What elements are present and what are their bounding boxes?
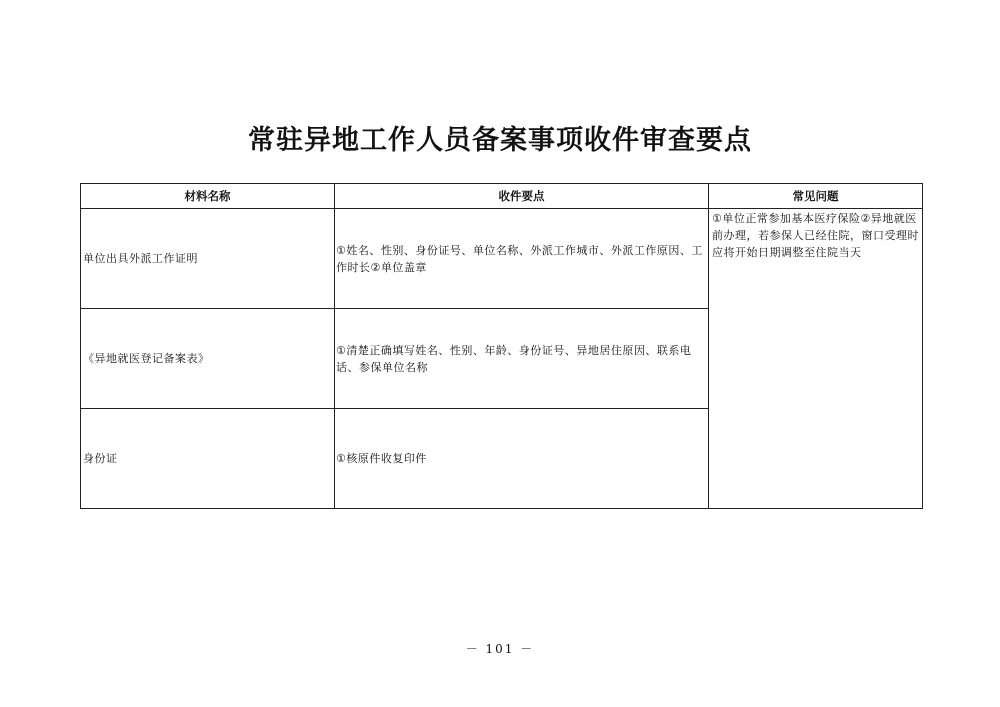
header-issues: 常见问题 <box>709 184 923 209</box>
page-number: － 101 － <box>465 642 535 656</box>
header-material: 材料名称 <box>81 184 335 209</box>
collection-points: ①核原件收复印件 <box>335 409 709 509</box>
material-name: 《异地就医登记备案表》 <box>81 309 335 409</box>
document-title: 常驻异地工作人员备案事项收件审查要点 <box>248 125 752 156</box>
header-points: 收件要点 <box>335 184 709 209</box>
table-row <box>81 209 923 309</box>
collection-points: ①清楚正确填写姓名、性别、年龄、身份证号、异地居住原因、联系电话、参保单位名称 <box>335 309 709 409</box>
collection-points: ①姓名、性别、身份证号、单位名称、外派工作城市、外派工作原因、工作时长②单位盖章 <box>335 209 709 309</box>
common-issues: ①单位正常参加基本医疗保险②异地就医前办理，若参保人已经住院，窗口受理时应将开始日期调整至住院当天 <box>709 209 923 509</box>
table-header-row <box>81 184 923 209</box>
review-points-table <box>80 183 923 509</box>
material-name: 身份证 <box>81 409 335 509</box>
material-name: 单位出具外派工作证明 <box>81 209 335 309</box>
